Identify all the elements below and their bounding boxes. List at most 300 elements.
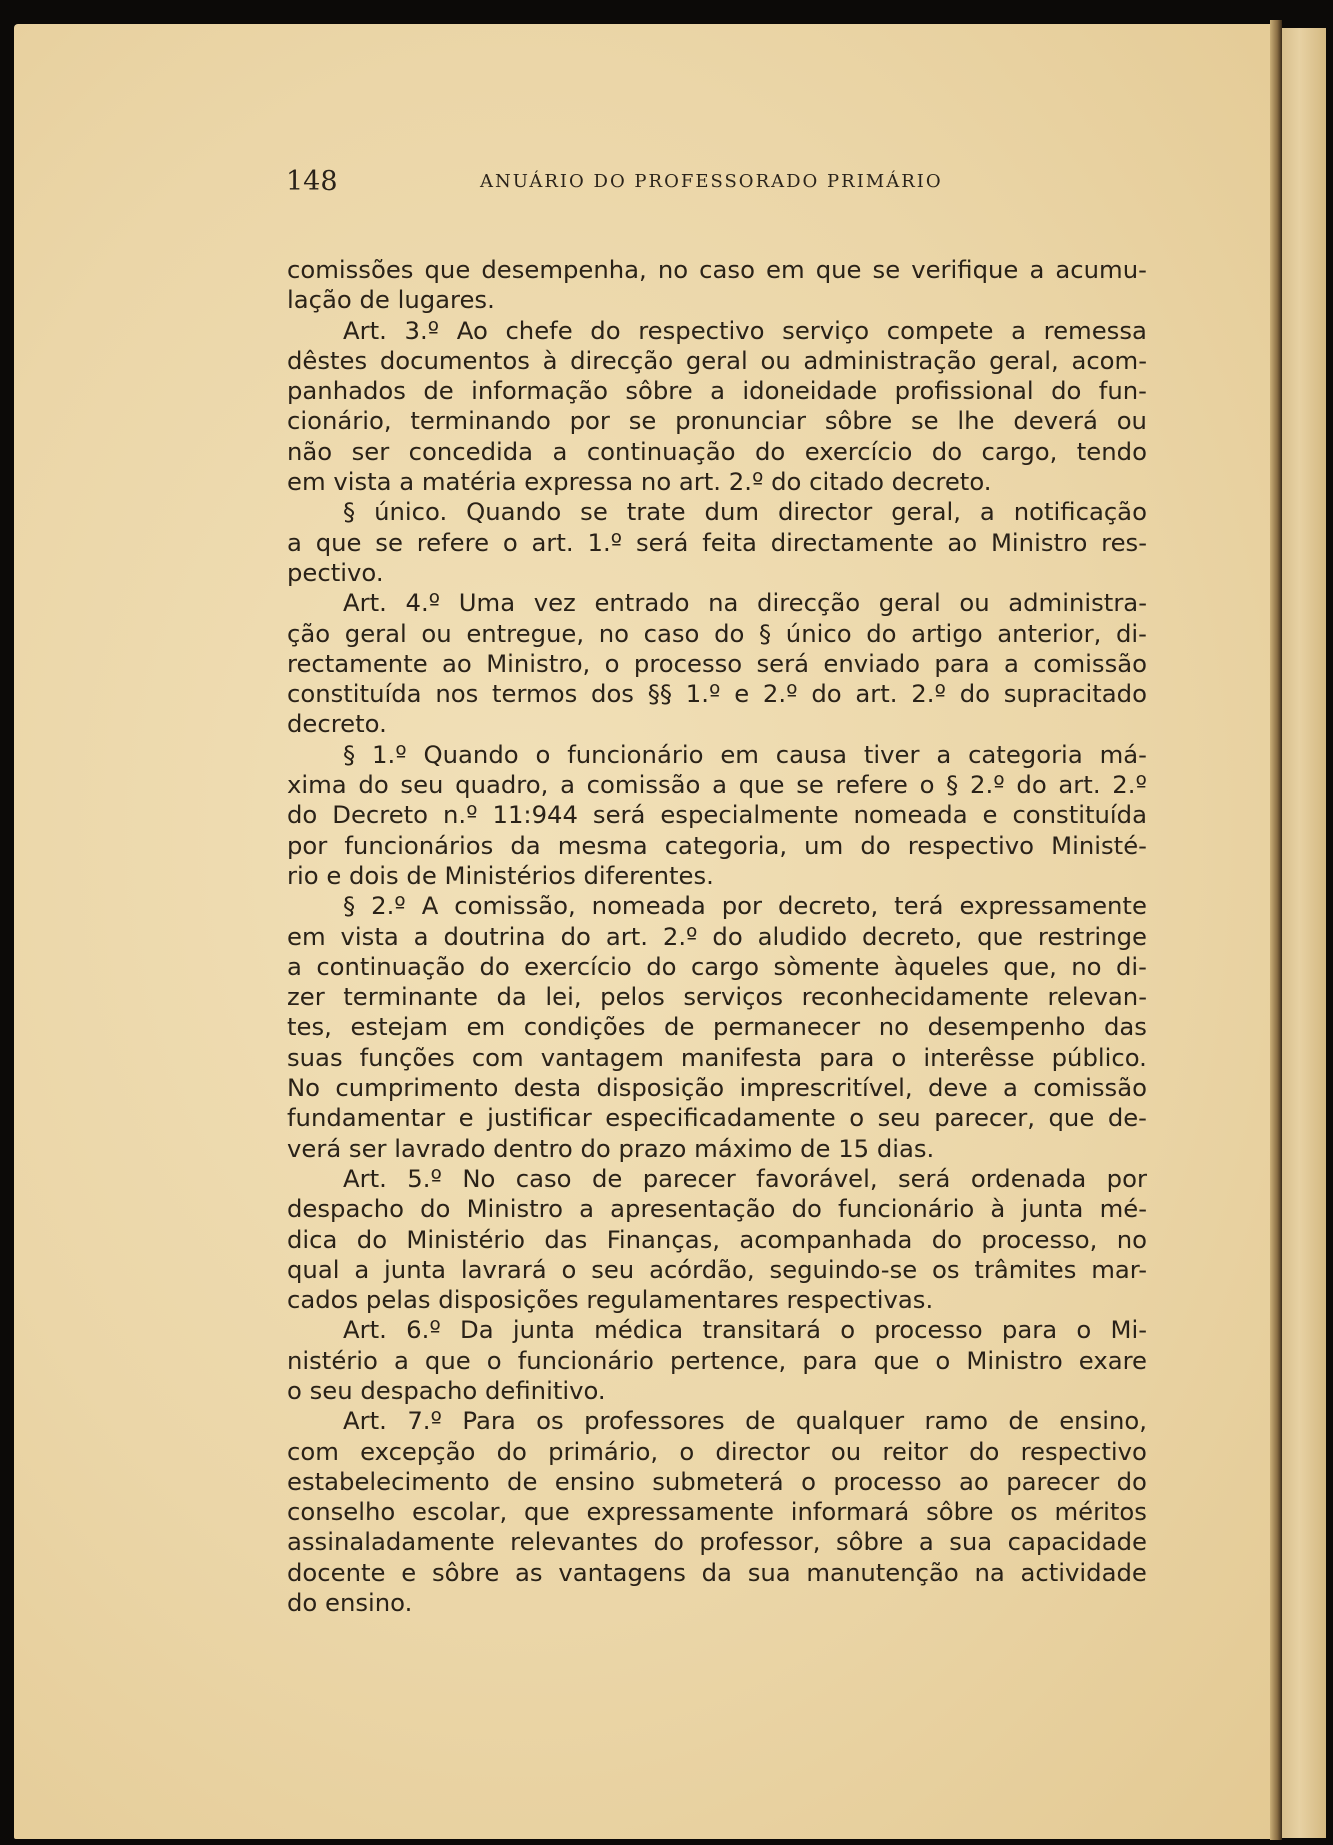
- word: para: [1001, 1315, 1058, 1345]
- word: categoria: [968, 739, 1083, 769]
- word: da: [701, 1557, 732, 1587]
- word: §§: [647, 679, 673, 709]
- text-line: [287, 406, 1147, 436]
- word: ramo: [924, 1406, 988, 1436]
- word: estejam: [350, 1012, 448, 1042]
- word: e: [458, 1103, 474, 1133]
- word: direcção: [757, 588, 861, 618]
- text-line: rio e dois de Ministérios diferentes.: [287, 860, 714, 890]
- word: em: [766, 255, 805, 284]
- word: reconhecidamente: [801, 982, 1029, 1012]
- page-number: 148: [286, 166, 338, 197]
- word: reitor: [882, 1436, 948, 1466]
- word: 1.º: [685, 679, 721, 709]
- word: quadro,: [455, 770, 549, 800]
- word: que: [815, 255, 862, 284]
- word: geral: [878, 588, 941, 618]
- word: das: [1103, 1012, 1147, 1042]
- word: de-: [1107, 1103, 1147, 1133]
- word: documentos: [379, 345, 530, 375]
- word: art.: [531, 527, 574, 557]
- word: que: [1048, 1103, 1095, 1133]
- word: xima: [287, 770, 347, 800]
- word: suas: [287, 1042, 343, 1072]
- word: cumprimento: [335, 1073, 499, 1103]
- word: tendo: [1076, 436, 1147, 466]
- word: dum: [704, 497, 760, 527]
- word: vez: [533, 588, 576, 618]
- word: qual: [287, 1254, 340, 1284]
- text-line: [287, 1406, 1147, 1436]
- word: apresentação: [610, 1194, 776, 1224]
- word: ao: [442, 648, 472, 678]
- word: e: [982, 800, 998, 830]
- word: doutrina: [443, 921, 546, 951]
- word: junta: [384, 1254, 447, 1284]
- word: disposição: [596, 1073, 725, 1103]
- word: 1.º: [372, 739, 407, 769]
- page-header: [0, 166, 1333, 196]
- word: das: [544, 1224, 588, 1254]
- word: nos: [435, 679, 479, 709]
- word: nistério: [287, 1345, 378, 1375]
- text-line: lação de lugares.: [287, 285, 495, 315]
- word: di-: [1115, 951, 1147, 981]
- word: se: [872, 255, 901, 284]
- word: a: [710, 376, 726, 406]
- word: junta: [512, 1315, 575, 1345]
- word: acumu-: [1055, 255, 1147, 284]
- word: Ministério: [406, 1224, 526, 1254]
- word: com: [471, 1042, 524, 1072]
- word: verifique: [911, 255, 1019, 284]
- word: por: [287, 830, 328, 860]
- word: e: [401, 1557, 417, 1587]
- word: mé-: [1099, 1194, 1147, 1224]
- word: o: [502, 527, 518, 557]
- text-line: [287, 376, 1147, 406]
- word: a: [936, 739, 952, 769]
- word: anterior,: [997, 618, 1102, 648]
- word: 7.º: [407, 1406, 442, 1436]
- word: de: [423, 376, 454, 406]
- word: Ministro: [966, 1345, 1063, 1375]
- word: transitará: [702, 1315, 821, 1345]
- word: será: [897, 1163, 951, 1193]
- word: Ao: [456, 315, 488, 345]
- word: único.: [374, 497, 448, 527]
- word: ou: [421, 618, 452, 648]
- word: Art.: [343, 1406, 387, 1436]
- word: directamente: [770, 527, 934, 557]
- text-line: [287, 1315, 1147, 1345]
- word: refere: [835, 770, 908, 800]
- word: por: [721, 891, 762, 921]
- word: a: [1029, 255, 1045, 284]
- word: caso: [643, 618, 700, 648]
- word: comissão,: [454, 891, 576, 921]
- word: do: [496, 1436, 527, 1466]
- word: informará: [790, 1497, 910, 1527]
- word: ao: [947, 527, 978, 557]
- word: Art.: [343, 588, 387, 618]
- word: do: [811, 679, 842, 709]
- word: a: [287, 527, 302, 557]
- text-line: [287, 1164, 1147, 1194]
- word: fun-: [1098, 376, 1147, 406]
- word: a: [1011, 315, 1027, 345]
- word: Ministro: [990, 527, 1088, 557]
- text-line: o seu despacho definitivo.: [287, 1375, 606, 1405]
- word: que: [315, 527, 362, 557]
- text-line: em vista a matéria expressa no art. 2.º do citado decreto.: [287, 467, 992, 497]
- word: remessa: [1043, 315, 1147, 345]
- word: respectivo: [907, 830, 1035, 860]
- word: No: [287, 1073, 321, 1103]
- word: processo: [633, 648, 743, 678]
- word: respectivo: [1020, 1436, 1147, 1466]
- word: categoria,: [664, 830, 788, 860]
- word: o: [561, 1254, 577, 1284]
- word: respectivo: [638, 315, 765, 345]
- word: se: [580, 497, 608, 527]
- word: ser: [351, 436, 390, 466]
- word: um: [804, 830, 844, 860]
- word: terminando: [410, 406, 551, 436]
- word: e: [734, 679, 750, 709]
- text-line: [287, 316, 1147, 346]
- text-line: [287, 497, 1147, 527]
- text-line: [287, 1467, 1147, 1497]
- word: a: [1003, 1073, 1018, 1103]
- word: os: [536, 1406, 564, 1436]
- word: director: [715, 1436, 810, 1466]
- word: condições: [523, 1012, 646, 1042]
- word: ção: [287, 618, 331, 648]
- word: Ministro,: [486, 648, 591, 678]
- word: do: [860, 830, 891, 860]
- text-line: [287, 952, 1147, 982]
- word: interêsse: [923, 1042, 1035, 1072]
- word: no: [598, 618, 629, 648]
- word: qualquer: [795, 1406, 905, 1436]
- word: trate: [626, 497, 686, 527]
- body-text: [287, 255, 1147, 1618]
- word: direcção: [570, 345, 674, 375]
- word: o: [840, 1315, 856, 1345]
- word: da: [510, 830, 541, 860]
- word: a: [560, 770, 575, 800]
- word: o: [919, 770, 935, 800]
- word: à: [542, 345, 558, 375]
- word: manifesta: [680, 1042, 803, 1072]
- word: que: [977, 921, 1023, 951]
- word: feita: [702, 527, 757, 557]
- word: o: [535, 739, 551, 769]
- word: sôbre: [824, 406, 893, 436]
- word: geral,: [989, 345, 1059, 375]
- word: §: [759, 618, 772, 648]
- word: Ministé-: [1051, 830, 1147, 860]
- word: vista: [340, 921, 399, 951]
- word: §: [343, 891, 356, 921]
- word: do: [866, 618, 897, 648]
- word: res-: [1101, 527, 1147, 557]
- word: ao: [959, 1466, 989, 1496]
- word: que: [873, 1345, 920, 1375]
- word: se: [628, 406, 657, 436]
- word: se: [375, 527, 403, 557]
- word: àqueles: [893, 951, 989, 981]
- word: seu: [877, 1103, 921, 1133]
- word: da: [496, 982, 527, 1012]
- word: 2.º: [371, 891, 406, 921]
- word: dos: [591, 679, 634, 709]
- word: actividade: [1020, 1557, 1147, 1587]
- book-gutter: [1270, 20, 1282, 1840]
- word: a: [918, 1527, 934, 1557]
- word: Da: [460, 1315, 494, 1345]
- word: acompanhada: [739, 1224, 913, 1254]
- word: cargo,: [981, 436, 1058, 466]
- word: processo: [833, 1466, 942, 1496]
- word: 2.º: [762, 679, 798, 709]
- word: especialmente: [660, 800, 839, 830]
- word: concedida: [408, 436, 534, 466]
- word: exercício: [804, 436, 913, 466]
- word: comissão: [1033, 648, 1147, 678]
- word: processo,: [981, 1224, 1098, 1254]
- word: a: [287, 951, 302, 981]
- word: lei,: [545, 982, 582, 1012]
- word: cargo: [690, 951, 760, 981]
- word: decreto,: [862, 921, 963, 951]
- text-line: [287, 982, 1147, 1012]
- word: 3.º: [404, 315, 440, 345]
- word: Mi-: [1110, 1315, 1147, 1345]
- word: Art.: [343, 1315, 387, 1345]
- word: panhados: [287, 376, 406, 406]
- word: assinaladamente: [287, 1527, 495, 1557]
- text-line: [287, 891, 1147, 921]
- word: do: [969, 1436, 1000, 1466]
- word: imprescritível,: [739, 1073, 913, 1103]
- adjacent-page-edge: [1282, 28, 1326, 1838]
- word: deverá: [1013, 406, 1098, 436]
- word: para: [934, 648, 990, 678]
- word: geral: [685, 345, 748, 375]
- text-line: [287, 1437, 1147, 1467]
- word: dica: [287, 1224, 338, 1254]
- word: à: [990, 1194, 1006, 1224]
- word: no: [657, 255, 689, 284]
- word: manutenção: [806, 1557, 959, 1587]
- word: os: [1010, 1497, 1038, 1527]
- word: 2.º: [911, 679, 946, 709]
- word: §: [343, 497, 356, 527]
- word: decreto,: [777, 891, 879, 921]
- word: administração: [803, 345, 977, 375]
- word: sôbre: [835, 1527, 904, 1557]
- word: especificadamente: [605, 1103, 836, 1133]
- word: na: [974, 1557, 1005, 1587]
- text-line: [287, 1527, 1147, 1557]
- word: submeterá: [652, 1466, 784, 1496]
- word: Para: [462, 1406, 516, 1436]
- text-line: [287, 1558, 1147, 1588]
- word: de: [745, 1406, 776, 1436]
- word: do: [653, 1527, 684, 1557]
- word: funções: [359, 1042, 455, 1072]
- word: do: [1016, 770, 1047, 800]
- word: o: [1076, 1315, 1092, 1345]
- word: escolar,: [412, 1497, 508, 1527]
- word: funcionário: [838, 1194, 975, 1224]
- word: mesma: [557, 830, 648, 860]
- word: 1.º: [587, 527, 623, 557]
- word: relevan-: [1047, 982, 1147, 1012]
- word: professor,: [699, 1527, 821, 1557]
- word: do: [712, 921, 743, 951]
- word: dêstes: [287, 345, 368, 375]
- word: o: [891, 1042, 907, 1072]
- text-line: do ensino.: [287, 1588, 413, 1618]
- word: Quando: [423, 739, 519, 769]
- word: §: [343, 739, 356, 769]
- word: a: [579, 1194, 594, 1224]
- word: cionário,: [287, 406, 392, 436]
- word: comissão: [586, 770, 701, 800]
- word: nomeada: [853, 800, 968, 830]
- word: supracitado: [1003, 679, 1147, 709]
- word: 2.º: [662, 921, 698, 951]
- text-line: [287, 740, 1147, 770]
- word: 6.º: [406, 1315, 441, 1345]
- word: no: [878, 1012, 910, 1042]
- word: mar-: [1091, 1254, 1147, 1284]
- word: na: [708, 588, 739, 618]
- word: sòmente: [773, 951, 880, 981]
- word: de: [507, 1466, 538, 1496]
- word: vantagem: [540, 1042, 664, 1072]
- word: primário,: [548, 1436, 659, 1466]
- word: ou: [959, 588, 990, 618]
- word: nomeada: [591, 891, 706, 921]
- word: o: [679, 1436, 695, 1466]
- word: caso: [699, 255, 755, 284]
- text-line: pectivo.: [287, 557, 384, 587]
- text-line: [287, 437, 1147, 467]
- word: médica: [594, 1315, 684, 1345]
- word: parecer: [1006, 1466, 1100, 1496]
- text-line: [287, 1012, 1147, 1042]
- word: tes,: [287, 1012, 332, 1042]
- word: a: [393, 1345, 409, 1375]
- word: director: [777, 497, 873, 527]
- word: refere: [416, 527, 490, 557]
- word: de: [591, 1163, 623, 1193]
- word: seu: [400, 770, 444, 800]
- word: pelos: [600, 982, 665, 1012]
- word: se: [796, 770, 824, 800]
- word: para: [819, 1042, 875, 1072]
- word: idoneidade: [742, 376, 878, 406]
- text-line: [287, 1225, 1147, 1255]
- word: ou: [760, 345, 791, 375]
- word: art.: [605, 921, 648, 951]
- word: sua: [747, 1557, 791, 1587]
- word: a: [552, 436, 568, 466]
- word: Decreto: [332, 800, 429, 830]
- word: do: [356, 1224, 388, 1254]
- word: tiver: [863, 739, 920, 769]
- text-line: [287, 831, 1147, 861]
- word: acórdão,: [649, 1254, 755, 1284]
- word: público.: [1051, 1042, 1147, 1072]
- word: parecer: [642, 1163, 736, 1193]
- word: o: [604, 648, 620, 678]
- text-line: verá ser lavrado dentro do prazo máximo de 15 dias.: [287, 1133, 935, 1163]
- text-line: cados pelas disposições regulamentares respectivas.: [287, 1285, 934, 1315]
- word: desempenho: [927, 1012, 1086, 1042]
- word: §: [946, 770, 959, 800]
- word: do: [714, 618, 745, 648]
- word: os: [932, 1254, 960, 1284]
- word: não: [287, 436, 333, 466]
- word: será: [635, 527, 689, 557]
- text-line: [287, 528, 1147, 558]
- word: a: [1004, 648, 1019, 678]
- word: 5.º: [407, 1163, 442, 1193]
- word: parecer,: [934, 1103, 1035, 1133]
- word: aludido: [757, 921, 848, 951]
- word: único: [785, 618, 852, 648]
- word: se: [911, 406, 939, 436]
- word: expressamente: [959, 891, 1147, 921]
- word: favorável,: [756, 1163, 878, 1193]
- word: será: [592, 800, 646, 830]
- word: desempenha,: [481, 255, 647, 284]
- word: junta: [1021, 1194, 1084, 1224]
- word: compete: [886, 315, 994, 345]
- text-line: [287, 1255, 1147, 1285]
- word: por: [569, 406, 610, 436]
- word: continuação: [586, 436, 736, 466]
- word: Art.: [343, 315, 387, 345]
- word: do: [1051, 376, 1082, 406]
- word: entrado: [594, 588, 690, 618]
- text-line: [287, 649, 1147, 679]
- word: do: [959, 679, 990, 709]
- word: as: [515, 1557, 543, 1587]
- word: serviços: [683, 982, 783, 1012]
- word: excepção: [360, 1436, 476, 1466]
- word: que,: [1003, 951, 1057, 981]
- word: sôbre: [926, 1497, 994, 1527]
- word: causa: [775, 739, 847, 769]
- word: conselho: [287, 1497, 396, 1527]
- word: do: [931, 1224, 963, 1254]
- word: do: [791, 1194, 822, 1224]
- word: acom-: [1071, 345, 1147, 375]
- word: será: [756, 648, 810, 678]
- word: estabelecimento: [287, 1466, 490, 1496]
- word: geral,: [891, 497, 961, 527]
- word: despacho: [287, 1194, 404, 1224]
- word: exare: [1078, 1345, 1147, 1375]
- word: profissional: [894, 376, 1034, 406]
- text-line: [287, 1346, 1147, 1376]
